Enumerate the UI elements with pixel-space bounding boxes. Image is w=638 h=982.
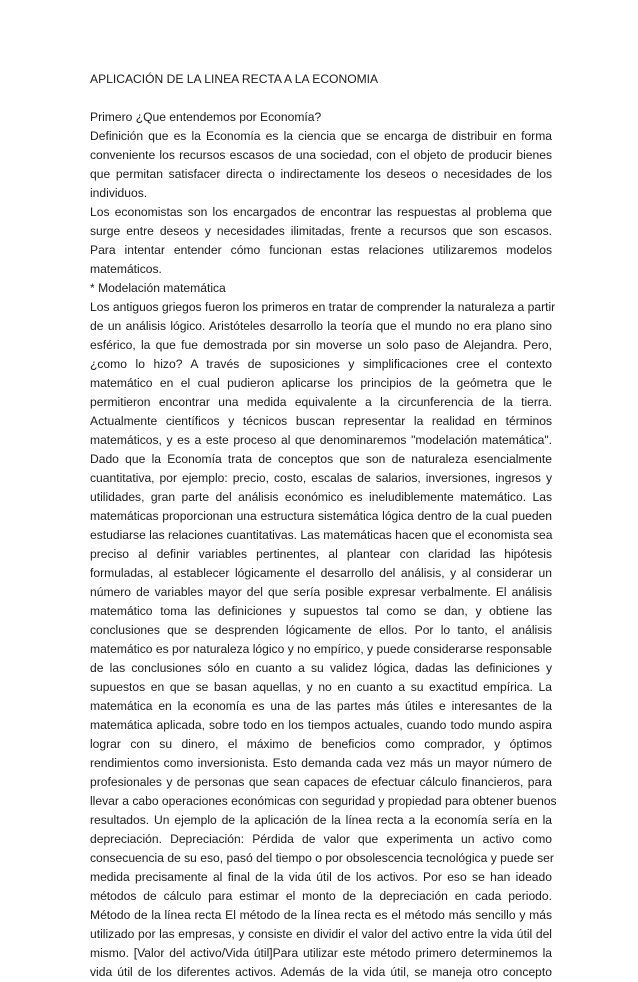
text-line: matemático en el cual pudieron aplicarse los principios de la geómetra que le [90,376,552,390]
text-line: matemáticos. [90,262,162,276]
text-line: individuos. [90,186,148,200]
text-line: Los antiguos griegos fueron los primeros en tratar de comprender la naturaleza a partir [90,300,556,314]
text-line: matemático es por naturaleza lógico y no empírico, y puede considerarse responsable [90,642,552,656]
text-line: Actualmente científicos y técnicos buscan representar la realidad en términos [90,414,552,428]
text-line: * Modelación matemática [90,281,226,295]
text-line: matemáticas proporcionan una estructura sistemática lógica dentro de la cual pueden [90,509,552,523]
text-line: Método de la línea recta El método de la línea recta es el método más sencillo y más [90,908,552,922]
text-line: permitieron encontrar una medida equivalente a la circunferencia de la tierra. [90,395,552,409]
text-line: estudiarse las relaciones cuantitativas. Las matemáticas hacen que el economista sea [90,528,553,542]
text-line: rendimientos como inversionista. Esto demanda cada vez más un mayor número de [90,756,552,770]
text-line: Los economistas son los encargados de encontrar las respuestas al problema que [90,205,552,219]
text-line: métodos de cálculo para estimar el monto de la depreciación en cada periodo. [90,889,552,903]
text-line: cuantitativa, por ejemplo: precio, costo, escalas de salarios, inversiones, ingresos y [90,471,552,485]
text-line: depreciación. Depreciación: Pérdida de valor que experimenta un activo como [90,832,552,846]
text-line: Dado que la Economía trata de conceptos que son de naturaleza esencialmente [90,452,552,466]
text-line: mismo. [Valor del activo/Vida útil]Para utilizar este método primero determinemos la [90,946,552,960]
text-line: Primero ¿Que entendemos por Economía? [90,110,322,124]
text-line: número de variables mayor del que sería posible expresar verbalmente. El análisis [90,585,552,599]
text-line: consecuencia de su eso, pasó del tiempo o por obsolescencia tecnológica y puede ser [90,851,554,865]
text-line: medida precisamente al final de la vida útil de los activos. Por eso se han ideado [90,870,552,884]
text-line: llevar a cabo operaciones económicas con seguridad y propiedad para obtener buenos [90,794,557,808]
text-line: matemático toma las definiciones y supuestos tal como se dan, y obtiene las [90,604,552,618]
text-line: Para intentar entender cómo funcionan estas relaciones utilizaremos modelos [90,243,552,257]
text-line: utilizado por las empresas, y consiste en dividir el valor del activo entre la vida útil del [90,927,552,941]
text-line: matemáticos, y es a este proceso al que denominaremos "modelación matemática". [90,433,552,447]
text-line: de un análisis lógico. Aristóteles desarrollo la teoría que el mundo no era plano sino [90,319,552,333]
text-line: vida útil de los diferentes activos. Además de la vida útil, se maneja otro concepto [90,965,552,979]
text-line: lograr con su dinero, el máximo de beneficios como comprador, y óptimos [90,737,552,751]
text-line: que permitan satisfacer directa o indirectamente los deseos o necesidades de los [90,167,552,181]
text-line: profesionales y de personas que sean capaces de efectuar cálculo financieros, para [90,775,552,789]
title-spacer [90,89,552,108]
text-line: matemática en la economía es una de las partes más útiles e interesantes de la [90,699,552,713]
text-line: preciso al definir variables pertinentes, al plantear con claridad las hipótesis [90,547,552,561]
text-line: de las conclusiones sólo en cuanto a su validez lógica, dadas las definiciones y [90,661,552,675]
text-line: Definición que es la Economía es la ciencia que se encarga de distribuir en forma [90,129,552,143]
text-line: ¿como lo hizo? A través de suposiciones y simplificaciones cree el contexto [90,357,552,371]
document-title: APLICACIÓN DE LA LINEA RECTA A LA ECONOMIA [90,72,379,86]
text-line: resultados. Un ejemplo de la aplicación de la línea recta a la economía sería en la [90,813,552,827]
text-line: utilidades, gran parte del análisis económico es ineludiblemente matemático. Las [90,490,552,504]
text-line: conveniente los recursos escasos de una sociedad, con el objeto de producir bienes [90,148,552,162]
text-line: surge entre deseos y necesidades ilimitadas, frente a recursos que son escasos. [90,224,552,238]
text-line: esférico, la que fue demostrada por sin moverse un solo paso de Alejandra. Pero, [90,338,552,352]
document-body [90,70,557,982]
text-line: supuestos en que se basan aquellas, y no en cuanto a su exactitud empírica. La [90,680,552,694]
text-line: conclusiones que se desprenden lógicamente de ellos. Por lo tanto, el análisis [90,623,552,637]
text-line: matemática aplicada, sobre todo en los tiempos actuales, cuando todo mundo aspira [90,718,552,732]
text-line: formuladas, al establecer lógicamente el desarrollo del análisis, y al considerar un [90,566,552,580]
